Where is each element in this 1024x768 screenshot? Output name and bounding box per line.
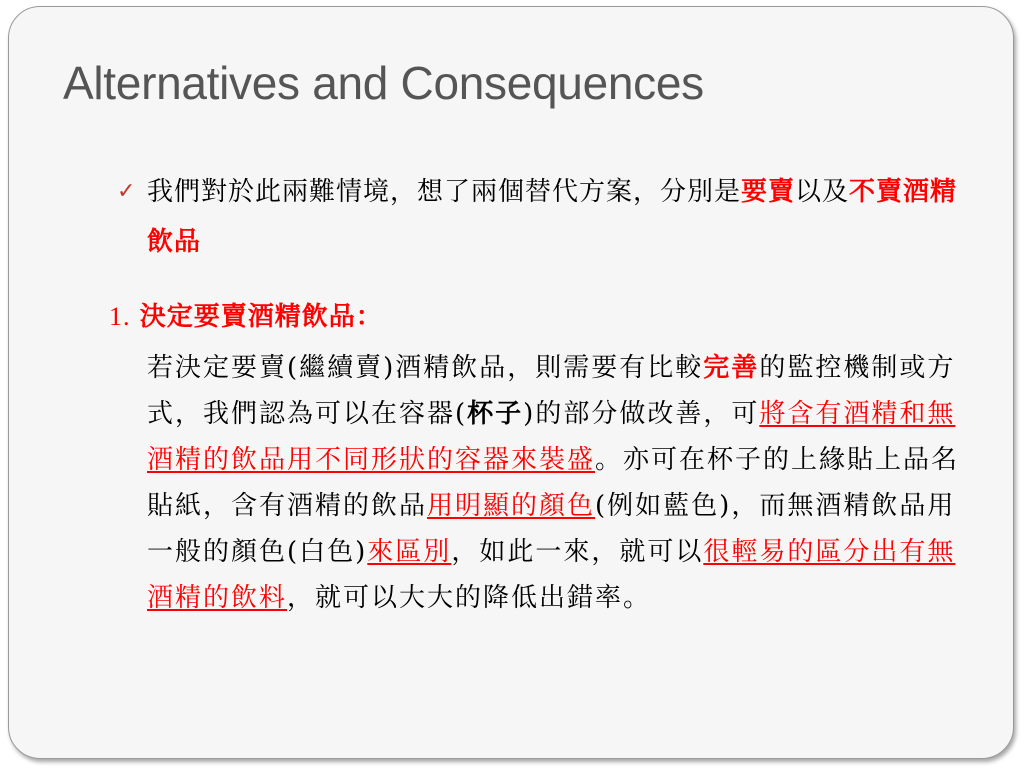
highlight-complete: 完善 [703, 353, 760, 383]
highlight-containers: 將含有酒精和無酒精的飲品用不同形狀的容器來裝盛 [147, 399, 956, 475]
item-heading: 決定要賣酒精飲品： [139, 302, 383, 332]
item-number: 1. [109, 302, 131, 331]
para-text-1: 若決定要賣(繼續賣)酒精飲品，則需要有比較 [147, 353, 704, 383]
option-not-sell: 不賣酒精飲品 [147, 177, 958, 257]
slide [8, 6, 1014, 759]
highlight-distinguish: 來區別 [367, 537, 452, 567]
para-text-7: ，就可以大大的降低出錯率。 [287, 583, 652, 613]
para-text-5: (例如藍色)，而無酒精飲品用一般的顏色(白色) [147, 491, 956, 567]
bullet-item [117, 167, 967, 267]
highlight-cup: 杯子 [467, 399, 524, 429]
para-text-2: 的監控機制或方式，我們認為可以在容器( [147, 353, 956, 429]
bullet-text-2: 以及 [795, 177, 850, 207]
para-text-4: 。亦可在杯子的上緣貼上品名貼紙，含有酒精的飲品 [147, 445, 960, 521]
check-mark-icon: ✓ [117, 179, 136, 204]
para-text-6: ，如此一來，就可以 [451, 537, 704, 567]
item-paragraph [147, 345, 965, 621]
highlight-easily: 很輕易的區分出有無酒精的飲料 [147, 537, 956, 613]
bullet-text [147, 167, 967, 267]
para-text-3: )的部分做改善，可 [523, 399, 760, 429]
slide-title: Alternatives and Consequences [63, 57, 704, 109]
bullet-text-1: 我們對於此兩難情境，想了兩個替代方案，分別是 [147, 177, 742, 207]
numbered-heading [109, 293, 383, 341]
highlight-color: 用明顯的顏色 [427, 491, 596, 521]
option-sell: 要賣 [741, 177, 796, 207]
